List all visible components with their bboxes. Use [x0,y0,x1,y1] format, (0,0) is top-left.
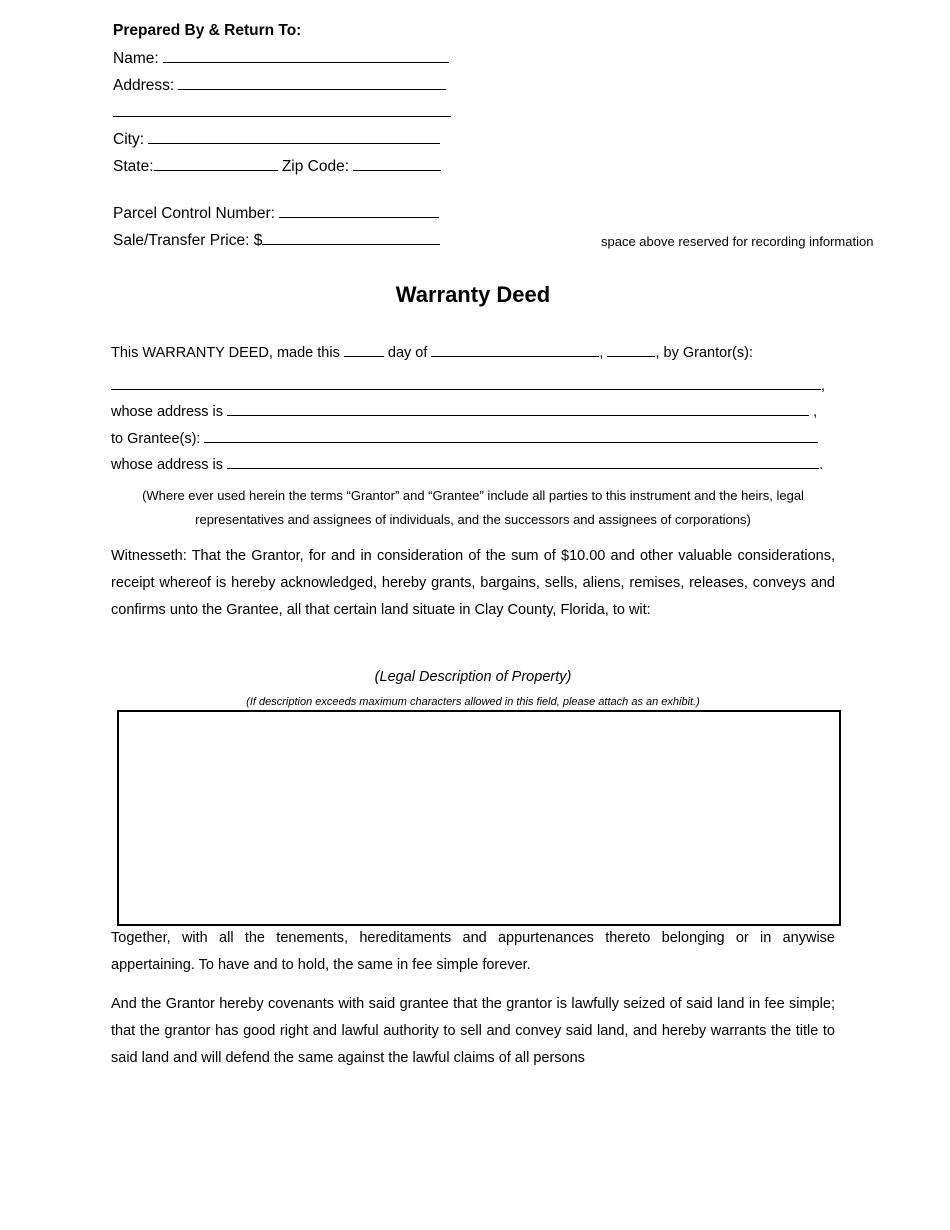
zip-label: Zip Code: [281,158,350,175]
zip-field[interactable] [353,156,441,171]
address-field-2[interactable] [113,102,451,117]
witnesseth-paragraph: Witnesseth: That the Grantor, for and in consideration of the sum of $10.00 and other valuable considerations, receipt whereof is hereby acknowledged, hereby grants, bargains, sells, aliens, remises, releases, conveys and confirms unto the Grantee, all that certain land situate in Clay County, Florida, to wit: [111,548,835,618]
city-row [113,129,440,149]
grantee-address-row [111,454,823,474]
covenant-paragraph: And the Grantor hereby covenants with said grantee that the grantor is lawfully seized of said land in fee simple; that the grantor has good right and lawful authority to sell and convey said land, and hereby warrants the title to said land and will defend the same against the lawful claims of all persons [111,996,835,1066]
grantor-address-row [111,401,817,421]
name-row [113,48,449,68]
name-field[interactable] [163,48,449,63]
day-field[interactable] [344,342,384,357]
legal-description-note: (If description exceeds maximum characters allowed in this field, please attach as an exhibit.) [246,696,700,708]
grantee-address-label: whose address is [111,457,224,473]
year-field[interactable] [607,342,655,357]
state-zip-row [113,156,441,176]
price-label: Sale/Transfer Price: $ [113,232,263,249]
legal-description-heading: (Legal Description of Property) [374,669,572,685]
grantor-row [111,375,825,395]
by-grantor-text: , by Grantor(s): [655,345,753,361]
price-field[interactable] [262,230,440,245]
grantee-label: to Grantee(s): [111,431,201,447]
price-row [113,230,440,250]
comma: , [599,345,604,361]
terms-note-2: representatives and assignees of individuals, and the successors and assignees of corporations) [195,512,751,527]
together-paragraph: Together, with all the tenements, hereditaments and appurtenances thereto belonging or in anywise appertaining. To have and to hold, the same in fee simple forever. [111,930,835,973]
parcel-label: Parcel Control Number: [113,205,275,222]
address-row-2 [113,102,451,122]
terms-note-1: (Where ever used herein the terms “Grantor” and “Grantee” include all parties to this instrument and the heirs, legal [142,488,804,503]
page-title: Warranty Deed [395,282,551,307]
grantor-address-label: whose address is [111,404,224,420]
city-label: City: [113,131,144,148]
state-label: State: [113,158,154,175]
name-label: Name: [113,50,159,67]
grantee-address-field[interactable] [227,454,819,469]
city-field[interactable] [148,129,440,144]
grantor-address-field[interactable] [227,401,809,416]
state-field[interactable] [154,156,278,171]
grantee-row [111,428,818,448]
address-label: Address: [113,77,175,94]
reserved-note: space above reserved for recording information [601,234,874,249]
parcel-field[interactable] [279,203,439,218]
deed-date-row [111,342,753,362]
grantee-field[interactable] [204,428,818,443]
deed-intro-text: This WARRANTY DEED, made this [111,345,340,361]
address-row [113,75,446,95]
address-field[interactable] [178,75,446,90]
parcel-row [113,203,439,223]
comma: , [821,378,826,394]
comma: , [809,404,818,420]
legal-description-box[interactable] [117,710,841,926]
prepared-by-heading: Prepared By & Return To: [113,22,302,39]
month-field[interactable] [431,342,599,357]
period: . [819,457,824,473]
day-of-text: day of [387,345,428,361]
grantor-field[interactable] [111,375,821,390]
